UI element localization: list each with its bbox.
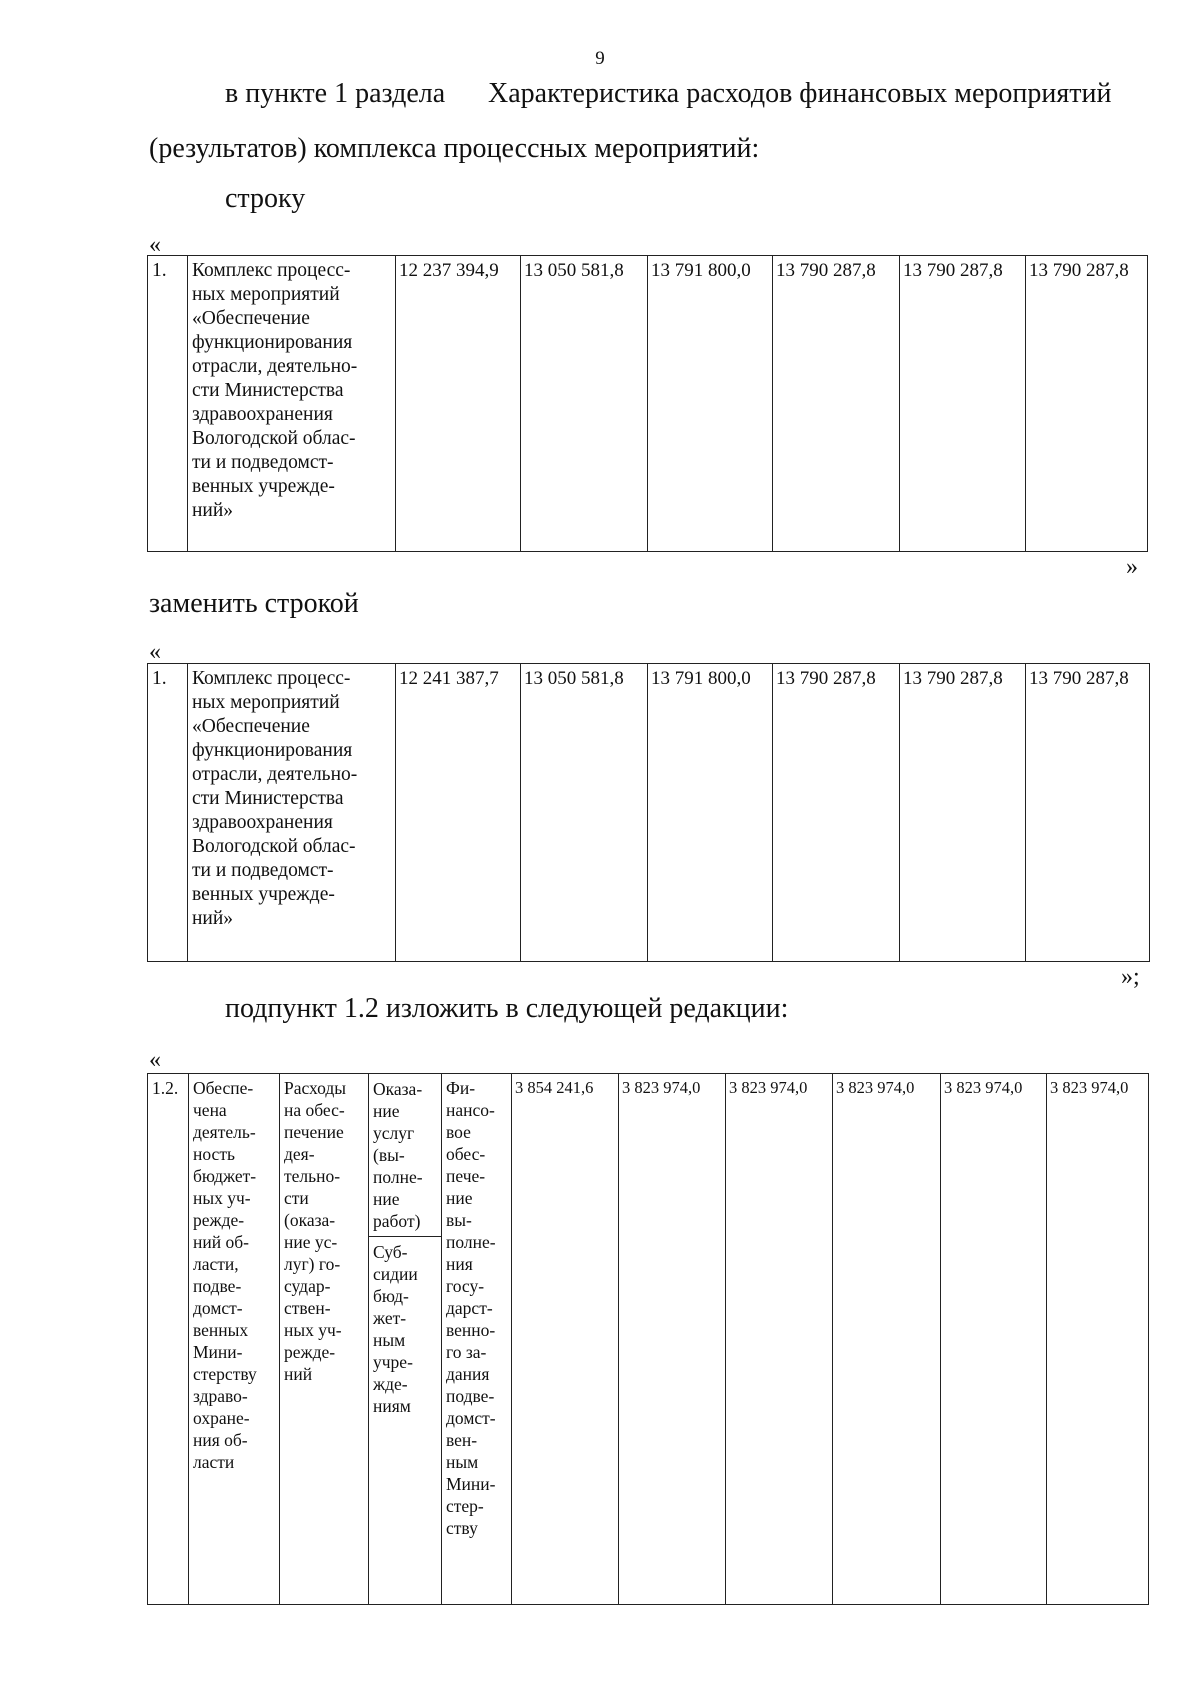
new-row-name: Комплекс процесс- ных мероприятий «Обеспечение функционирования отрасли, деятельно- сти Министерства здравоохранения Вологодской облас- ти и подведомст- венных учрежде- ний» [188,664,396,962]
intro-line-1b: Характеристика расходов финансовых мероприятий [488,78,1112,109]
old-value-2: 13 050 581,8 [521,256,648,552]
new-value-6: 13 790 287,8 [1026,664,1150,962]
new-value-1: 12 241 387,7 [396,664,521,962]
sub-row-number: 1.2. [148,1074,189,1605]
replace-text: заменить строкой [149,588,359,619]
new-row-number: 1. [148,664,188,962]
page-number: 9 [595,48,605,69]
quote-open-3: « [149,1047,161,1073]
old-value-6: 13 790 287,8 [1026,256,1148,552]
intro-line-2: (результатов) комплекса процессных мероприятий: [149,133,760,164]
subitem-text: подпункт 1.2 изложить в следующей редакции: [225,993,789,1024]
new-value-4: 13 790 287,8 [773,664,900,962]
quote-close-semicolon: »; [1121,964,1140,990]
sub-expense-name: Расходы на обес- печение дея- тельно- сти (оказа- ние ус- луг) го- судар- ствен- ных уч- режде- ний [280,1074,369,1605]
old-value-1: 12 237 394,9 [396,256,521,552]
table-subitem-1-2 [147,1073,1149,1605]
new-value-3: 13 791 800,0 [648,664,773,962]
sub-service-cell [369,1074,442,1605]
new-value-5: 13 790 287,8 [900,664,1026,962]
old-row-number: 1. [148,256,188,552]
table-old-row [147,255,1148,552]
sub-value-6: 3 823 974,0 [1047,1074,1149,1605]
quote-close-1: » [1126,554,1138,580]
sub-financing-description: Фи- нансо- вое обес- пече- ние вы- полне- ния госу- дарст- венно- го за- дания подве- домст- вен- ным Мини- стер- ству [442,1074,512,1605]
old-value-3: 13 791 800,0 [648,256,773,552]
sub-value-3: 3 823 974,0 [726,1074,833,1605]
sub-value-4: 3 823 974,0 [833,1074,941,1605]
old-row-name: Комплекс процесс- ных мероприятий «Обеспечение функционирования отрасли, деятельно- сти Министерства здравоохранения Вологодской облас- ти и подведомст- венных учрежде- ний» [188,256,396,552]
intro-line-1a: в пункте 1 раздела [225,78,446,109]
new-value-2: 13 050 581,8 [521,664,648,962]
sub-result-name: Обеспе- чена деятель- ность бюджет- ных уч- режде- ний об- ласти, подве- домст- венных Мини- стерству здраво- охране- ния об- ласти [189,1074,280,1605]
old-value-5: 13 790 287,8 [900,256,1026,552]
sub-value-1: 3 854 241,6 [512,1074,619,1605]
old-value-4: 13 790 287,8 [773,256,900,552]
table-new-row [147,663,1150,962]
sub-value-2: 3 823 974,0 [619,1074,726,1605]
sub-value-5: 3 823 974,0 [941,1074,1047,1605]
quote-open-1: « [149,232,161,258]
intro-line-3: строку [225,183,306,214]
sub-service-type: Оказа- ние услуг (вы- полне- ние работ) [369,1074,441,1237]
sub-subsidy-type: Суб- сидии бюд- жет- ным учре- жде- ниям [373,1242,418,1416]
quote-open-2: « [149,639,161,665]
